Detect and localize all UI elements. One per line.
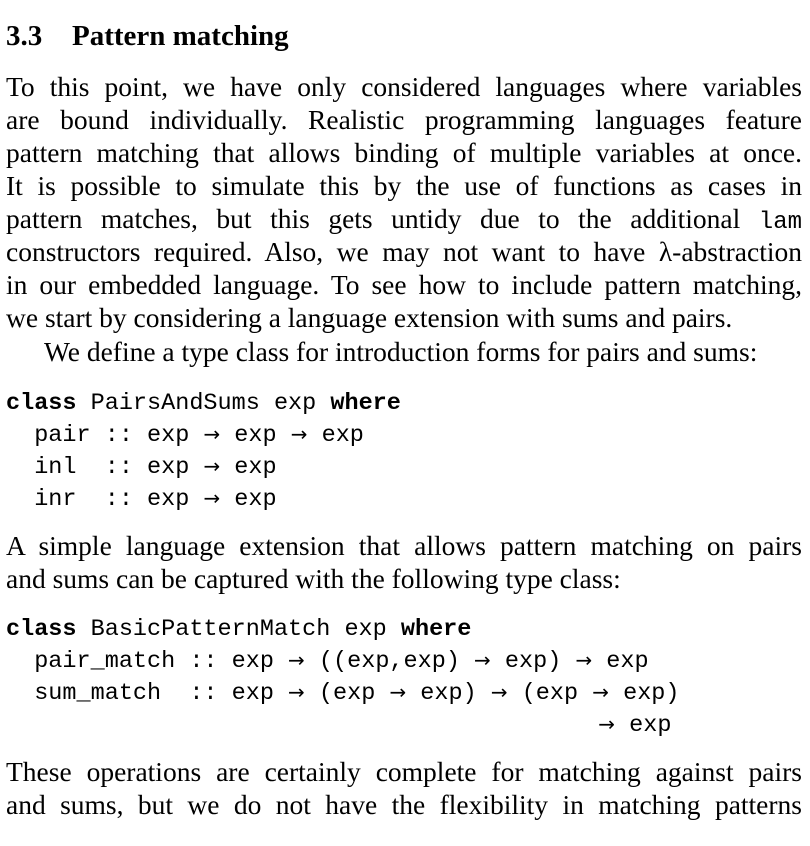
inline-code: lam: [758, 209, 803, 236]
arrow-glyph: →: [203, 454, 221, 478]
code-text: BasicPatternMatch exp: [76, 616, 401, 643]
paragraph-line: These operations are certainly complete for matching against pairs: [6, 756, 802, 787]
paragraph-line: To this point, we have only considered languages where variables: [6, 71, 802, 102]
keyword: class: [6, 616, 77, 643]
paragraph-2: We define a type class for introduction forms for pairs and sums:: [44, 336, 758, 367]
arrow-glyph: →: [474, 648, 491, 672]
code-line: pair :: exp → exp → exp: [6, 422, 364, 449]
code-line: sum_match :: exp → (exp → exp) → (exp → exp): [6, 680, 680, 707]
section-heading: [6, 20, 289, 53]
paragraph-line: A simple language extension that allows pattern matching on pairs: [6, 530, 802, 561]
arrow-glyph: →: [490, 680, 508, 704]
arrow-glyph: →: [288, 648, 305, 672]
code-block-pairs-and-sums: [6, 389, 401, 515]
arrow-glyph: →: [288, 680, 305, 704]
code-line: [6, 615, 680, 645]
paragraph-line: pattern matching that allows binding of multiple variables at once.: [6, 137, 802, 168]
paragraph-line: in our embedded language. To see how to include pattern matching,: [6, 269, 802, 300]
keyword: where: [330, 390, 401, 417]
paragraph-line: [6, 202, 802, 239]
arrow-glyph: →: [575, 648, 593, 672]
arrow-glyph: →: [598, 712, 616, 736]
arrow-glyph: →: [203, 486, 221, 510]
paragraph-line: constructors required. Also, we may not want to have λ-abstraction: [6, 236, 802, 267]
section-title: Pattern matching: [72, 20, 289, 52]
arrow-glyph: →: [389, 680, 407, 704]
paragraph-line: are bound individually. Realistic programming languages feature: [6, 104, 802, 135]
code-line: pair_match :: exp → ((exp,exp) → exp) → exp: [6, 648, 649, 675]
keyword: where: [400, 616, 472, 643]
code-text: PairsAndSums exp: [76, 390, 331, 417]
paragraph-line: It is possible to simulate this by the use of functions as cases in: [6, 170, 802, 201]
paragraph-text: pattern matches, but this gets untidy due to the additional: [6, 203, 741, 234]
keyword: class: [6, 390, 77, 417]
section-number: 3.3: [6, 20, 43, 52]
arrow-glyph: →: [203, 422, 221, 446]
paragraph-line: we start by considering a language extension with sums and pairs.: [6, 302, 733, 333]
code-line: inr :: exp → exp: [6, 486, 277, 513]
code-block-basic-pattern-match: [6, 615, 680, 741]
arrow-glyph: →: [592, 680, 609, 704]
arrow-glyph: →: [290, 422, 308, 446]
code-line: → exp: [598, 712, 672, 739]
paragraph-line: and sums can be captured with the following type class:: [6, 563, 621, 594]
paragraph-line: and sums, but we do not have the flexibility in matching patterns: [6, 789, 802, 820]
code-line: [6, 389, 401, 419]
code-line: inl :: exp → exp: [6, 454, 277, 481]
